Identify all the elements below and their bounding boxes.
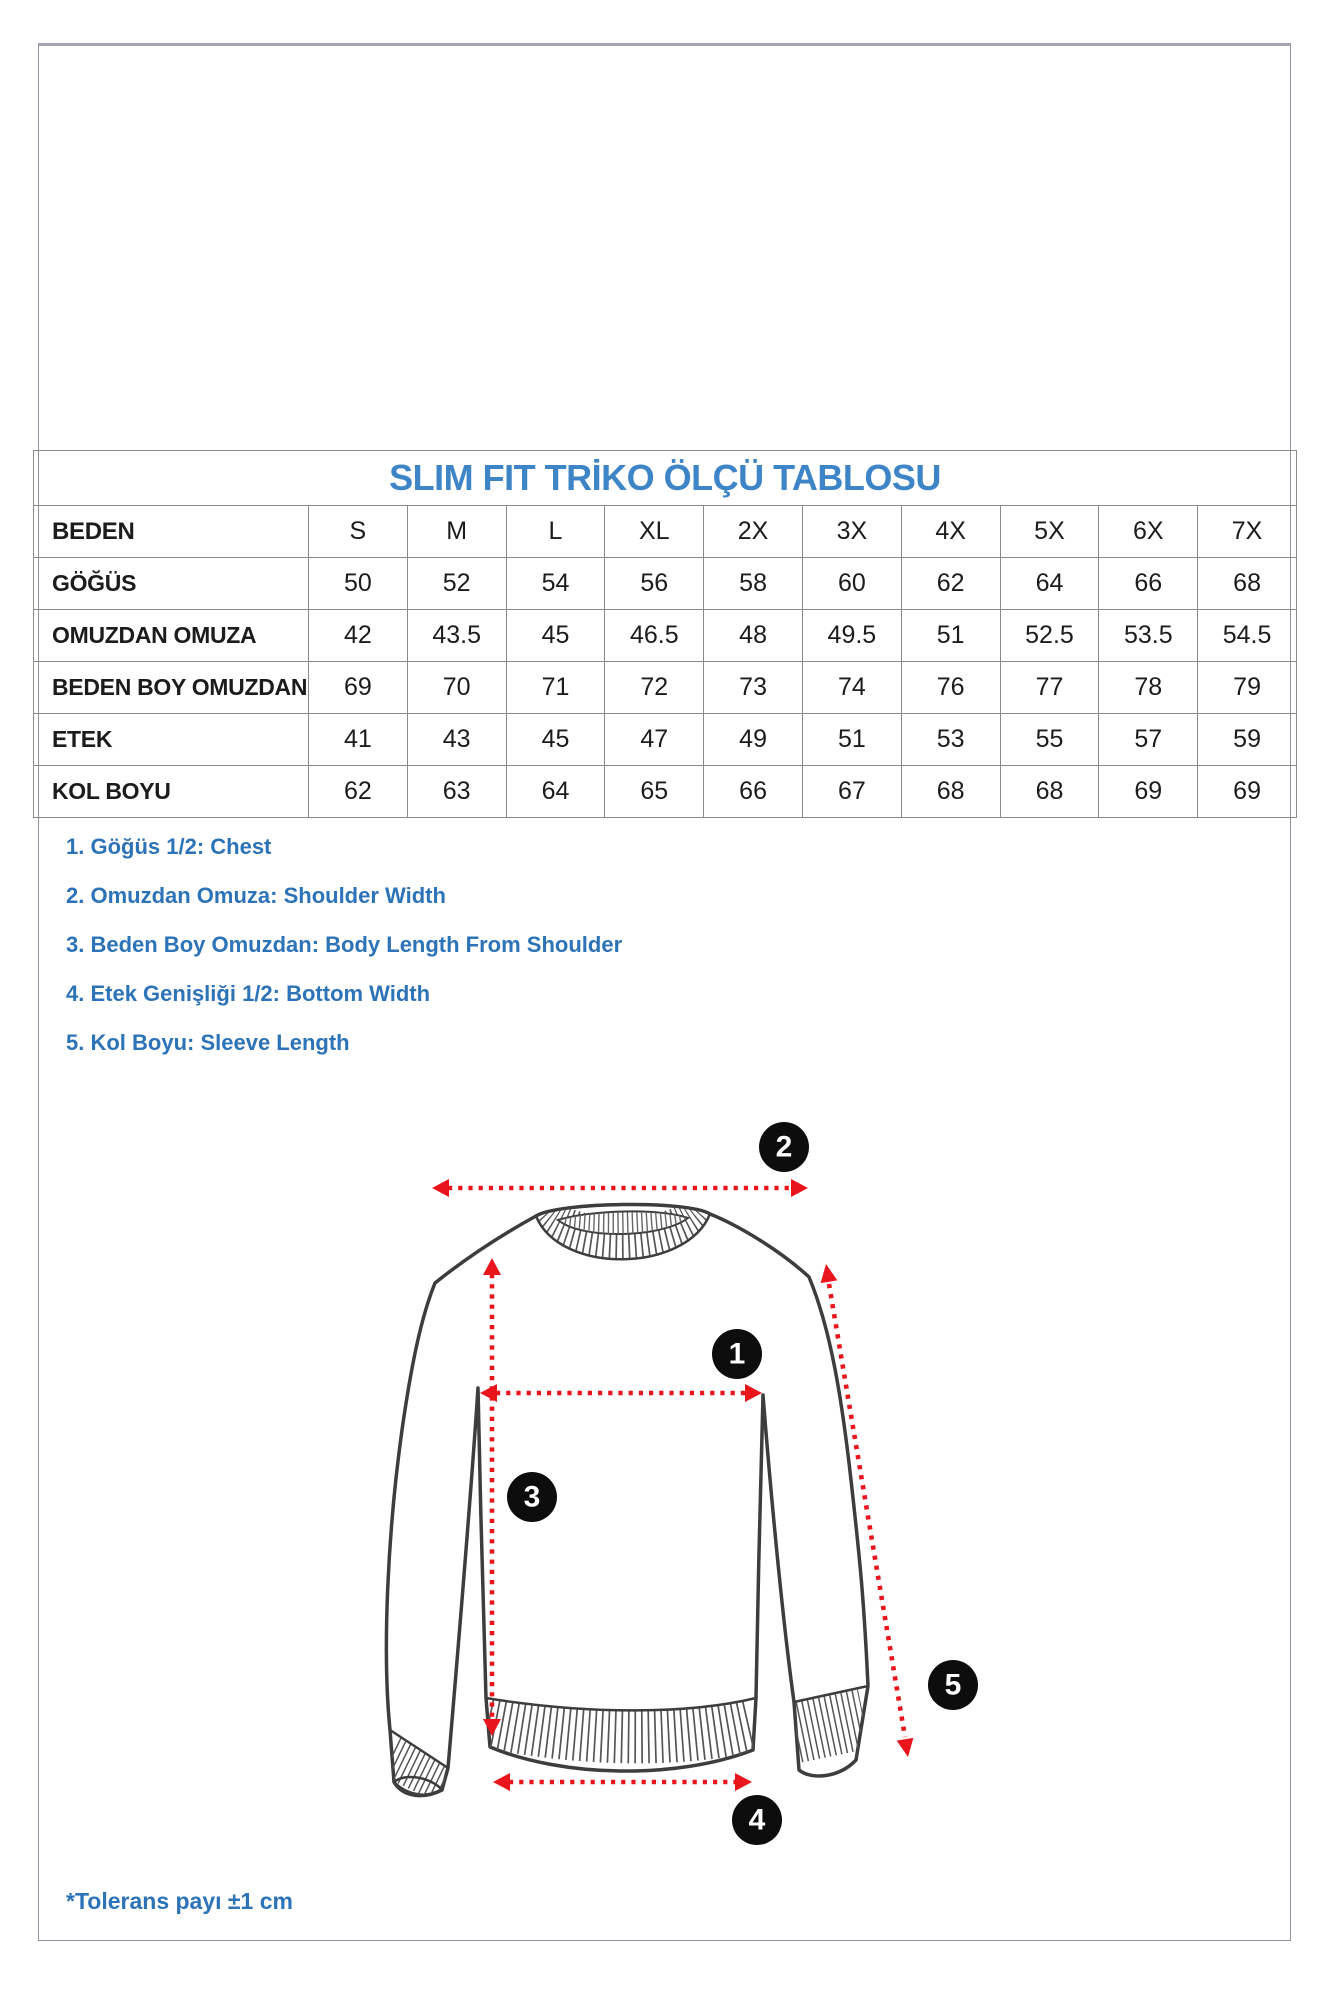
table-row-kol-boyu (34, 766, 1297, 818)
measurement-value: 64 (506, 766, 605, 818)
size-col-header: 5X (1000, 506, 1099, 558)
measurement-value: 76 (901, 662, 1000, 714)
tolerance-footnote: *Tolerans payı ±1 cm (66, 1888, 293, 1914)
measurement-value: 66 (704, 766, 803, 818)
table-row-etek (34, 714, 1297, 766)
badge-1 (712, 1329, 762, 1379)
size-col-header: XL (605, 506, 704, 558)
badge-2-number: 2 (775, 1130, 793, 1164)
measurement-value: 49 (704, 714, 803, 766)
measurement-value: 54.5 (1198, 610, 1297, 662)
measurement-value: 60 (802, 558, 901, 610)
size-chart-title: SLIM FIT TRİKO ÖLÇÜ TABLOSU (34, 451, 1297, 506)
row-label: KOL BOYU (34, 766, 309, 818)
size-col-header: 2X (704, 506, 803, 558)
legend-item-sleeve-length: 5. Kol Boyu: Sleeve Length (66, 1030, 350, 1055)
size-col-header: 7X (1198, 506, 1297, 558)
badge-3-number: 3 (523, 1480, 541, 1514)
measurement-value: 72 (605, 662, 704, 714)
measurement-value: 58 (704, 558, 803, 610)
measurement-value: 51 (802, 714, 901, 766)
sweater-measurement-diagram (290, 1115, 990, 1890)
measurement-value: 55 (1000, 714, 1099, 766)
table-row-gogus (34, 558, 1297, 610)
measurement-value: 51 (901, 610, 1000, 662)
table-header-row (34, 506, 1297, 558)
measurement-value: 67 (802, 766, 901, 818)
measurement-value: 45 (506, 610, 605, 662)
measurement-value: 69 (309, 662, 408, 714)
table-title-row (34, 451, 1297, 506)
measurement-value: 62 (901, 558, 1000, 610)
legend-item-chest: 1. Göğüs 1/2: Chest (66, 834, 272, 859)
measurement-value: 52.5 (1000, 610, 1099, 662)
measurement-value: 79 (1198, 662, 1297, 714)
table-row-beden-boy (34, 662, 1297, 714)
legend-item-shoulder: 2. Omuzdan Omuza: Shoulder Width (66, 883, 446, 908)
badge-4 (732, 1795, 782, 1845)
badge-1-number: 1 (728, 1337, 746, 1371)
size-col-header: 3X (802, 506, 901, 558)
row-label: ETEK (34, 714, 309, 766)
measurement-value: 68 (1198, 558, 1297, 610)
measurement-value: 42 (309, 610, 408, 662)
measurement-value: 63 (407, 766, 506, 818)
measurement-value: 70 (407, 662, 506, 714)
badge-4-number: 4 (748, 1803, 766, 1837)
measurement-value: 46.5 (605, 610, 704, 662)
size-col-header: L (506, 506, 605, 558)
measurement-value: 48 (704, 610, 803, 662)
measurement-value: 50 (309, 558, 408, 610)
measurement-value: 62 (309, 766, 408, 818)
measurement-value: 69 (1198, 766, 1297, 818)
measurement-value: 73 (704, 662, 803, 714)
measurement-value: 78 (1099, 662, 1198, 714)
measurement-value: 43.5 (407, 610, 506, 662)
measurement-value: 57 (1099, 714, 1198, 766)
size-col-header: 4X (901, 506, 1000, 558)
measurement-value: 53.5 (1099, 610, 1198, 662)
measurement-value: 53 (901, 714, 1000, 766)
measurement-legend (66, 822, 622, 1067)
sweater-outline (386, 1204, 868, 1795)
measurement-value: 52 (407, 558, 506, 610)
row-label: BEDEN BOY OMUZDAN (34, 662, 309, 714)
measurement-value: 54 (506, 558, 605, 610)
measurement-value: 49.5 (802, 610, 901, 662)
measurement-value: 59 (1198, 714, 1297, 766)
measurement-value: 56 (605, 558, 704, 610)
measurement-value: 64 (1000, 558, 1099, 610)
row-label: OMUZDAN OMUZA (34, 610, 309, 662)
row-label-beden: BEDEN (34, 506, 309, 558)
legend-item-body-length: 3. Beden Boy Omuzdan: Body Length From Shoulder (66, 932, 623, 957)
measurement-value: 68 (901, 766, 1000, 818)
measurement-value: 68 (1000, 766, 1099, 818)
table-row-omuzdan-omuza (34, 610, 1297, 662)
measure-arrow-shoulder-width (432, 1179, 808, 1197)
size-col-header: S (309, 506, 408, 558)
badge-5 (928, 1660, 978, 1710)
measurement-value: 41 (309, 714, 408, 766)
badge-5-number: 5 (944, 1668, 962, 1702)
size-chart-table (33, 450, 1297, 818)
measurement-value: 69 (1099, 766, 1198, 818)
badge-2 (759, 1122, 809, 1172)
measurement-value: 45 (506, 714, 605, 766)
size-col-header: M (407, 506, 506, 558)
measurement-value: 47 (605, 714, 704, 766)
measurement-value: 71 (506, 662, 605, 714)
legend-item-bottom-width: 4. Etek Genişliği 1/2: Bottom Width (66, 981, 431, 1006)
row-label: GÖĞÜS (34, 558, 309, 610)
measurement-value: 77 (1000, 662, 1099, 714)
measurement-value: 66 (1099, 558, 1198, 610)
measure-arrow-bottom-width (493, 1773, 752, 1791)
badge-3 (507, 1472, 557, 1522)
measurement-value: 74 (802, 662, 901, 714)
size-col-header: 6X (1099, 506, 1198, 558)
measurement-value: 43 (407, 714, 506, 766)
measurement-value: 65 (605, 766, 704, 818)
